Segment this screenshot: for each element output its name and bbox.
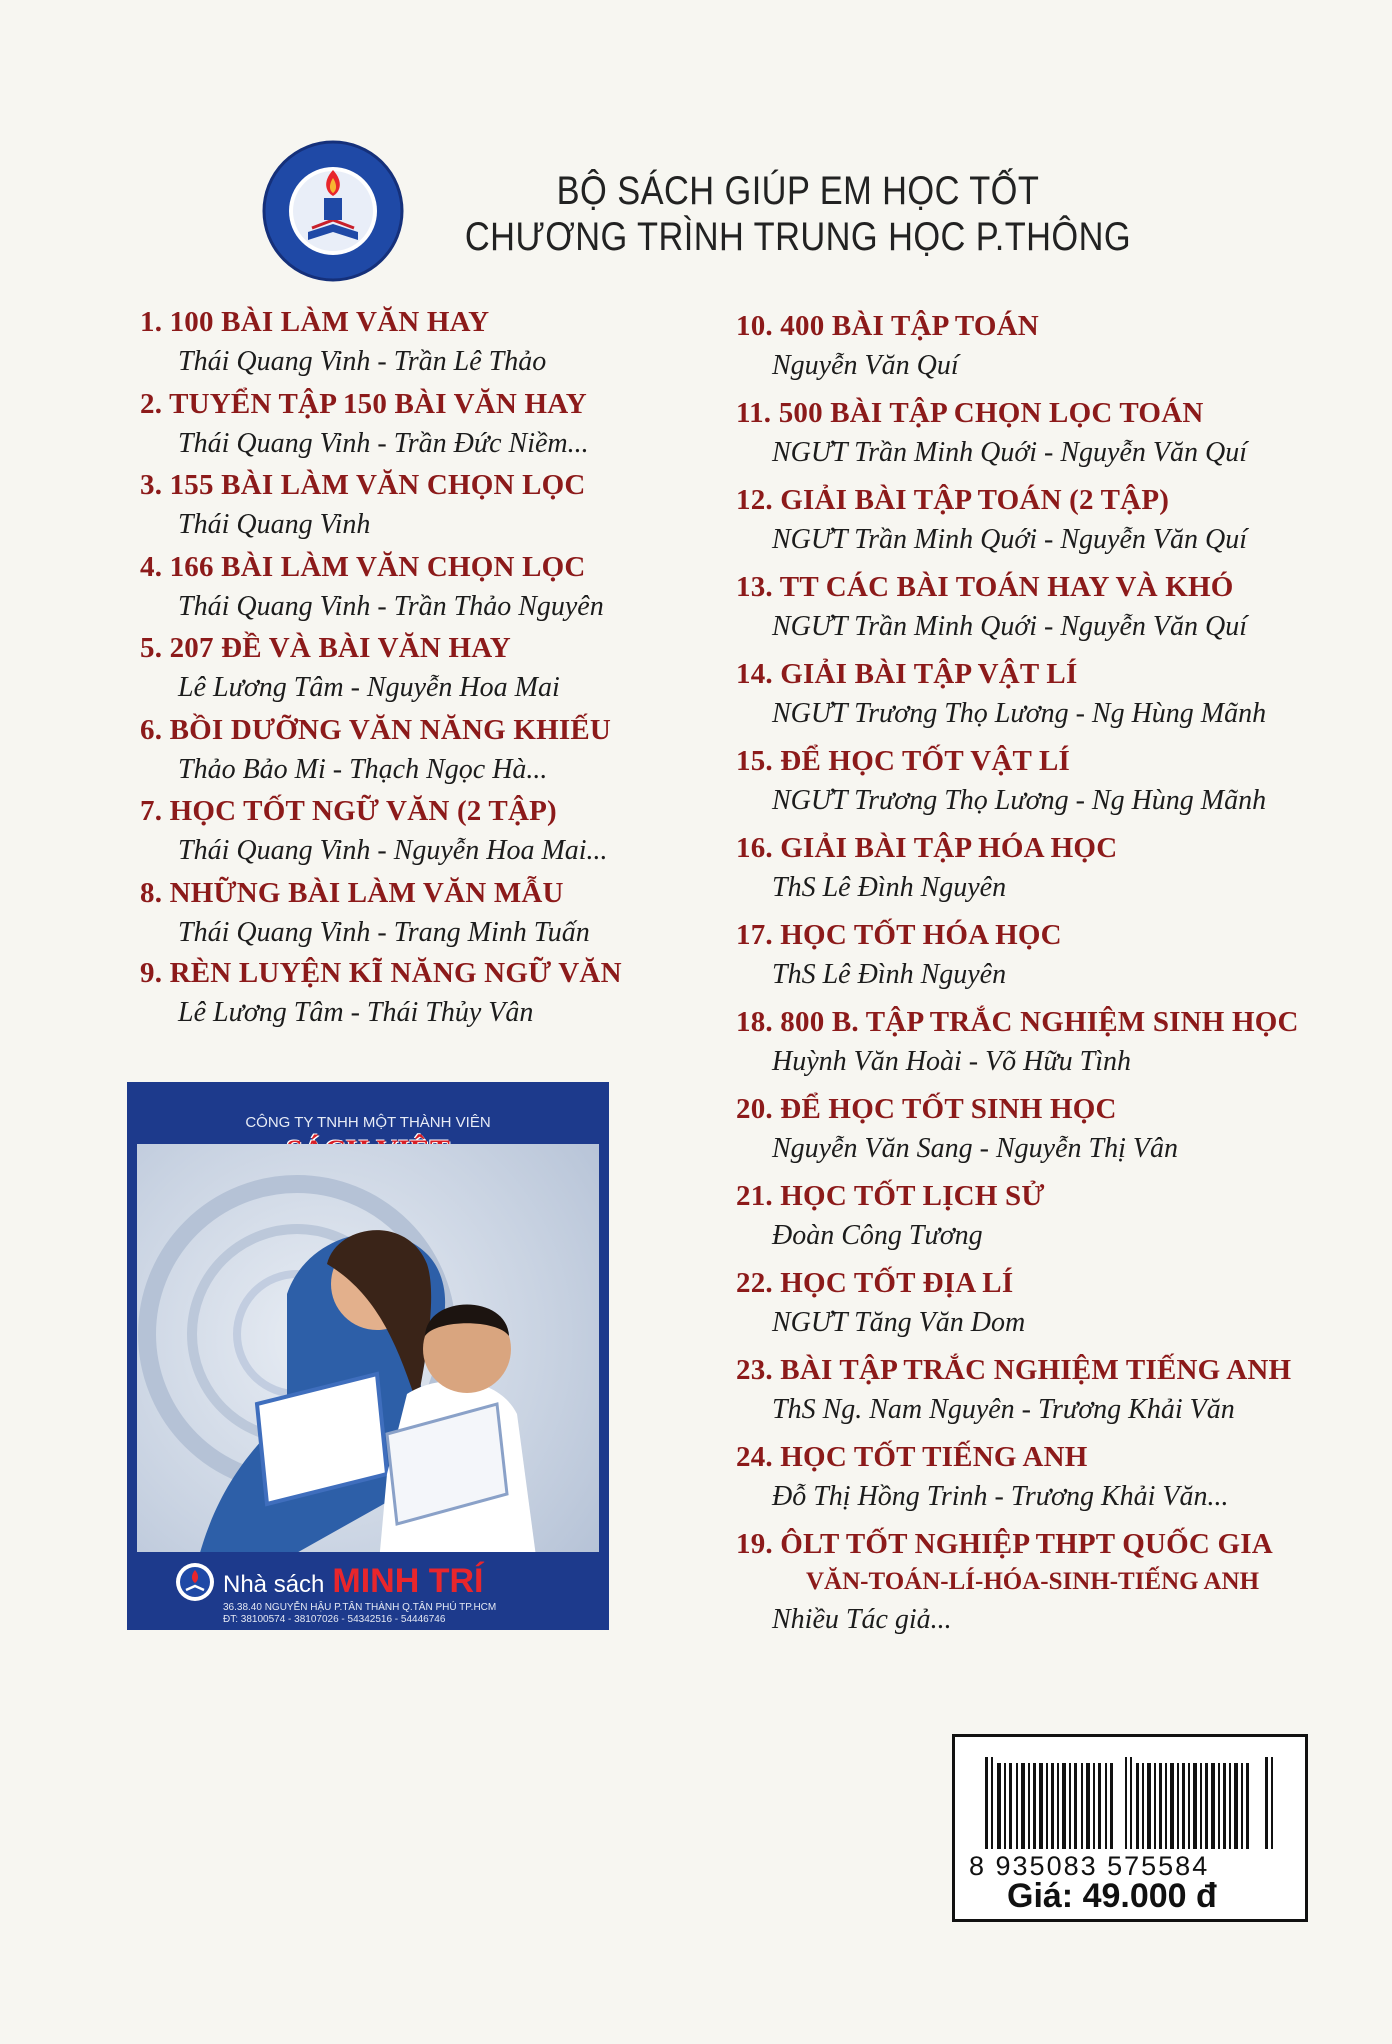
list-item-last	[736, 1524, 1356, 1635]
publisher-ad	[127, 1082, 609, 1630]
list-item	[736, 1002, 1356, 1089]
list-item	[736, 1263, 1356, 1350]
book-title: 23. BÀI TẬP TRẮC NGHIỆM TIẾNG ANH	[736, 1354, 1292, 1386]
book-title: 4. 166 BÀI LÀM VĂN CHỌN LỌC	[140, 550, 586, 583]
book-author: Nhiều Tác giả...	[772, 1604, 952, 1635]
book-title: 11. 500 BÀI TẬP CHỌN LỌC TOÁN	[736, 397, 1204, 429]
book-author: NGƯT Trương Thọ Lương - Ng Hùng Mãnh	[772, 698, 1267, 729]
book-author: Thái Quang Vinh - Trần Thảo Nguyên	[178, 590, 604, 622]
list-item	[736, 480, 1356, 567]
list-item	[736, 567, 1356, 654]
list-item	[140, 465, 700, 547]
book-author: Thái Quang Vinh - Trần Đức Niềm...	[178, 427, 589, 459]
book-title: 15. ĐỂ HỌC TỐT VẬT LÍ	[736, 745, 1071, 777]
book-author: Nguyễn Văn Quí	[772, 350, 959, 381]
list-item	[736, 741, 1356, 828]
list-item	[736, 1089, 1356, 1176]
book-author: Lê Lương Tâm - Thái Thủy Vân	[178, 996, 534, 1028]
list-item	[736, 1437, 1356, 1524]
list-item	[140, 791, 700, 873]
list-item	[140, 302, 700, 384]
book-author: ThS Lê Đình Nguyên	[772, 959, 1007, 990]
book-title: 19. ÔLT TỐT NGHIỆP THPT QUỐC GIA	[736, 1528, 1273, 1560]
list-item	[736, 1350, 1356, 1437]
book-author: Thảo Bảo Mi - Thạch Ngọc Hà...	[178, 753, 548, 785]
list-item	[736, 654, 1356, 741]
book-title: 18. 800 B. TẬP TRẮC NGHIỆM SINH HỌC	[736, 1006, 1299, 1038]
series-heading	[408, 168, 1188, 260]
book-author: Thái Quang Vinh	[178, 509, 371, 540]
minh-tri-small-logo	[175, 1562, 215, 1602]
book-author: Huỳnh Văn Hoài - Võ Hữu Tình	[772, 1046, 1132, 1077]
book-author: NGƯT Trần Minh Quới - Nguyễn Văn Quí	[772, 611, 1248, 642]
barcode-digits: 8 935083 575584	[969, 1851, 1210, 1881]
book-title: 20. ĐỂ HỌC TỐT SINH HỌC	[736, 1093, 1117, 1125]
book-title: 3. 155 BÀI LÀM VĂN CHỌN LỌC	[140, 469, 586, 501]
book-title: 22. HỌC TỐT ĐỊA LÍ	[736, 1267, 1014, 1299]
store-prefix: Nhà sách	[223, 1571, 325, 1598]
list-item	[140, 628, 700, 710]
book-author: Thái Quang Vinh - Trang Minh Tuấn	[178, 916, 590, 948]
book-author: Thái Quang Vinh - Nguyễn Hoa Mai...	[178, 835, 608, 866]
barcode-box	[952, 1734, 1308, 1922]
book-title: 24. HỌC TỐT TIẾNG ANH	[736, 1441, 1088, 1473]
list-item	[140, 384, 700, 466]
book-list-left	[140, 302, 700, 1033]
book-author: Đoàn Công Tương	[772, 1220, 983, 1251]
book-title: 2. TUYỂN TẬP 150 BÀI VĂN HAY	[140, 387, 587, 420]
phone-line: ĐT: 38100574 - 38107026 - 54342516 - 54446746	[223, 1614, 446, 1625]
book-author: ThS Ng. Nam Nguyên - Trương Khải Văn	[772, 1394, 1235, 1425]
book-subtitle: VĂN-TOÁN-LÍ-HÓA-SINH-TIẾNG ANH	[806, 1568, 1260, 1595]
book-title: 12. GIẢI BÀI TẬP TOÁN (2 TẬP)	[736, 484, 1170, 516]
book-title: 6. BỒI DƯỠNG VĂN NĂNG KHIẾU	[140, 713, 612, 746]
book-title: 8. NHỮNG BÀI LÀM VĂN MẪU	[140, 876, 564, 909]
book-title: 14. GIẢI BÀI TẬP VẬT LÍ	[736, 658, 1078, 690]
book-author: NGƯT Trương Thọ Lương - Ng Hùng Mãnh	[772, 785, 1267, 816]
heading-line-2: CHƯƠNG TRÌNH TRUNG HỌC P.THÔNG	[464, 215, 1132, 259]
list-item	[140, 953, 700, 1033]
book-author: NGƯT Trần Minh Quới - Nguyễn Văn Quí	[772, 524, 1248, 555]
minh-tri-logo	[262, 140, 404, 282]
book-author: Nguyễn Văn Sang - Nguyễn Thị Vân	[772, 1133, 1178, 1164]
list-item	[140, 873, 700, 953]
book-title: 16. GIẢI BÀI TẬP HÓA HỌC	[736, 832, 1118, 864]
book-title: 17. HỌC TỐT HÓA HỌC	[736, 919, 1062, 951]
list-item	[736, 1176, 1356, 1263]
list-item	[736, 915, 1356, 1002]
price-label: Giá: 49.000 đ	[1007, 1877, 1217, 1915]
book-title: 21. HỌC TỐT LỊCH SỬ	[736, 1180, 1045, 1212]
book-author: ThS Lê Đình Nguyên	[772, 872, 1007, 903]
book-title: 7. HỌC TỐT NGỮ VĂN (2 TẬP)	[140, 795, 557, 827]
book-title: 5. 207 ĐỀ VÀ BÀI VĂN HAY	[140, 632, 511, 664]
store-name	[223, 1562, 483, 1601]
barcode-icon	[985, 1757, 1277, 1849]
book-author: NGƯT Trần Minh Quới - Nguyễn Văn Quí	[772, 437, 1248, 468]
book-title: 13. TT CÁC BÀI TOÁN HAY VÀ KHÓ	[736, 571, 1234, 603]
list-item	[140, 710, 700, 792]
store-name-big: MINH TRÍ	[332, 1562, 484, 1600]
book-title: 1. 100 BÀI LÀM VĂN HAY	[140, 306, 490, 338]
heading-line-1: BỘ SÁCH GIÚP EM HỌC TỐT	[556, 169, 1040, 213]
list-item	[736, 306, 1356, 393]
store-address	[223, 1602, 496, 1626]
address-line: 36.38.40 NGUYỄN HẬU P.TÂN THÀNH Q.TÂN PHÚ TP.HCM	[223, 1602, 497, 1613]
book-author: Đỗ Thị Hồng Trinh - Trương Khải Văn...	[772, 1481, 1229, 1512]
book-author: NGƯT Tăng Văn Dom	[772, 1307, 1026, 1338]
book-author: Lê Lương Tâm - Nguyễn Hoa Mai	[178, 672, 560, 703]
book-author: Thái Quang Vinh - Trần Lê Thảo	[178, 346, 547, 377]
ad-footer	[127, 1552, 609, 1630]
list-item	[140, 547, 700, 629]
list-item	[736, 828, 1356, 915]
ad-company: CÔNG TY TNHH MỘT THÀNH VIÊN	[245, 1114, 491, 1131]
book-title: 9. RÈN LUYỆN KĨ NĂNG NGỮ VĂN	[140, 956, 622, 989]
book-list-right	[736, 306, 1356, 1635]
book-title: 10. 400 BÀI TẬP TOÁN	[736, 310, 1039, 342]
list-item	[736, 393, 1356, 480]
